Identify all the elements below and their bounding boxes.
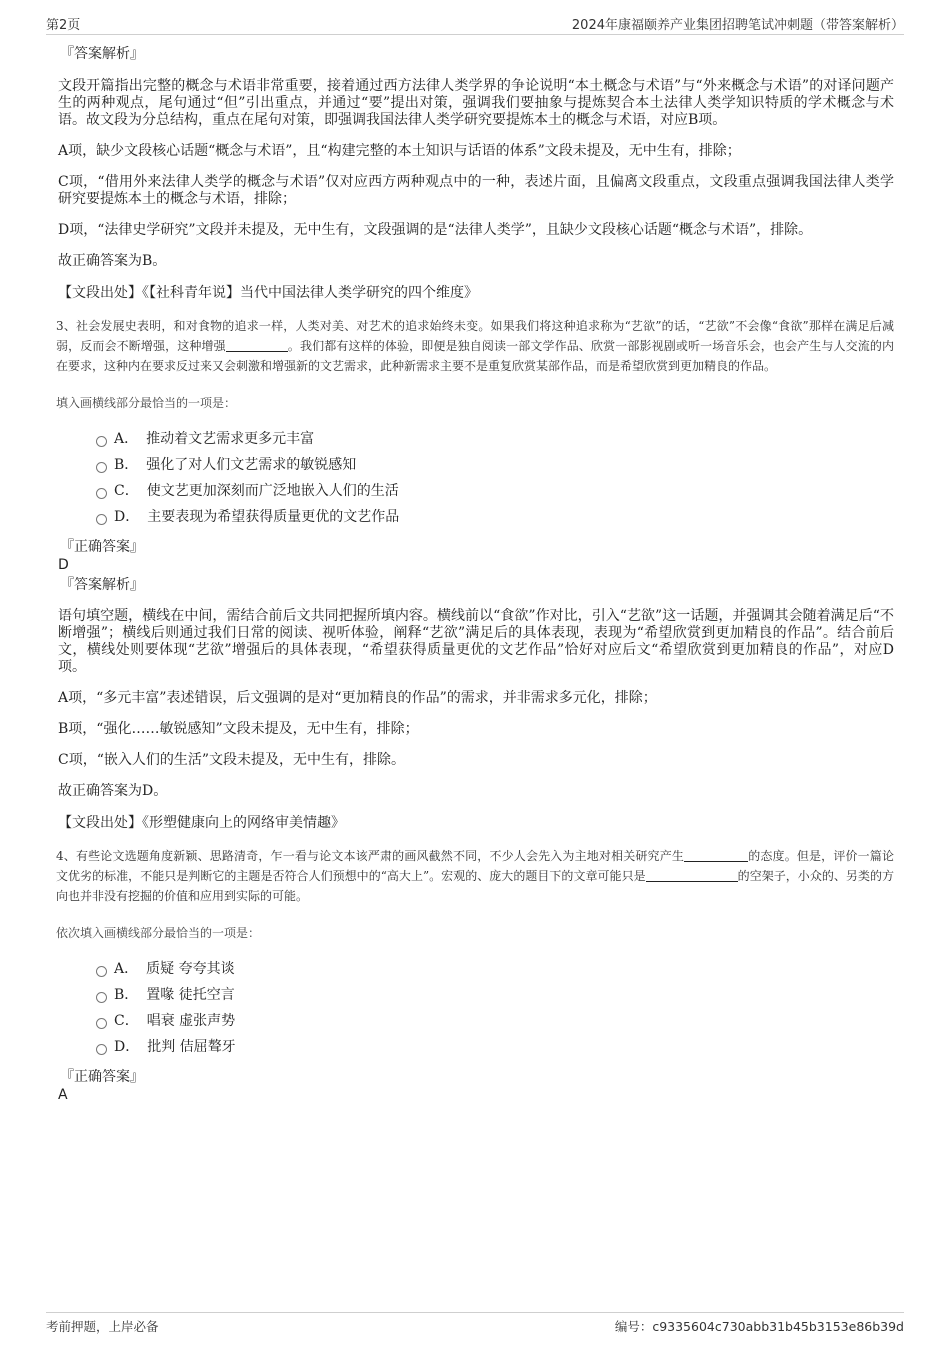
analysis-paragraph: 故正确答案为D。 [58, 783, 168, 799]
radio-icon[interactable] [96, 488, 107, 499]
question-text: 3、社会发展史表明，和对食物的追求一样，人类对美、对艺术的追求始终未变。如果我们将这种追求称为“艺欲”的话，“艺欲”不会像“食欲”那样在满足后减弱，反而会不断增强，这种增强 [56, 319, 894, 353]
document-body [56, 44, 894, 1104]
radio-icon[interactable] [96, 514, 107, 525]
analysis-label: 『答案解析』 [60, 577, 144, 593]
source-citation [58, 284, 894, 302]
correct-answer-label: 『正确答案』 [60, 539, 144, 555]
source-title: 《形塑健康向上的网络审美情趣》 [142, 815, 345, 831]
question-4-prompt: 依次填入画横线部分最恰当的一项是： [56, 926, 261, 940]
document-title: 2024年康福颐养产业集团招聘笔试冲刺题（带答案解析） [571, 18, 904, 33]
analysis-paragraph: B项，“强化……敏锐感知”文段未提及，无中生有，排除； [58, 721, 419, 737]
analysis-paragraph: C项，“嵌入人们的生活”文段未提及，无中生有，排除。 [58, 752, 406, 768]
option-d[interactable]: D． 批判 佶屈聱牙 [96, 1034, 894, 1060]
question-3-prompt: 填入画横线部分最恰当的一项是： [56, 396, 237, 410]
correct-answer-label: 『正确答案』 [60, 1069, 144, 1085]
correct-answer: D [58, 557, 69, 573]
analysis-paragraph: A项，“多元丰富”表述错误，后文强调的是对“更加精良的作品”的需求，并非需求多元化，排除； [58, 690, 657, 706]
option-b[interactable]: B． 置喙 徒托空言 [96, 982, 894, 1008]
page-number: 第2页 [46, 18, 81, 33]
source-citation [58, 814, 894, 832]
question-4-options [96, 956, 894, 1060]
footer-slogan: 考前押题，上岸必备 [46, 1319, 159, 1334]
question-3-options [96, 426, 894, 530]
correct-answer: A [58, 1087, 68, 1103]
question-text: 4、有些论文选题角度新颖、思路清奇，乍一看与论文本该严肃的画风截然不同，不少人会先入为主地对相关研究产生 [56, 849, 685, 863]
fill-blank [684, 847, 748, 862]
option-d[interactable]: D． 主要表现为希望获得质量更优的文艺作品 [96, 504, 894, 530]
source-label: 【文段出处】 [58, 815, 142, 831]
source-title: 《【社科青年说】当代中国法律人类学研究的四个维度》 [142, 285, 478, 301]
analysis-paragraph: 故正确答案为B。 [58, 253, 167, 269]
option-c[interactable]: C． 使文艺更加深刻而广泛地嵌入人们的生活 [96, 478, 894, 504]
analysis-paragraph: 语句填空题，横线在中间，需结合前后文共同把握所填内容。横线前以“食欲”作对比，引入“艺欲”这一话题，并强调其会随着满足后“不断增强”；横线后则通过我们日常的阅读、视听体验，阐释“艺欲”满足后的具体表现，表现为“希望欣赏到更加精良的作品”。结合前后文，横线处则要体现“艺欲”增强后的具体表现，“希望获得质量更优的文艺作品”恰好对应后文“希望欣赏到更加精良的作品”，对应D项。 [58, 608, 894, 675]
source-label: 【文段出处】 [58, 285, 142, 301]
radio-icon[interactable] [96, 462, 107, 473]
radio-icon[interactable] [96, 436, 107, 447]
question-3-stem [56, 316, 894, 376]
option-a[interactable]: A． 质疑 夸夸其谈 [96, 956, 894, 982]
option-c[interactable]: C． 唱衰 虚张声势 [96, 1008, 894, 1034]
option-a[interactable]: A． 推动着文艺需求更多元丰富 [96, 426, 894, 452]
radio-icon[interactable] [96, 966, 107, 977]
analysis-label: 『答案解析』 [60, 46, 144, 62]
page-footer [46, 1312, 904, 1335]
fill-blank [226, 337, 288, 352]
radio-icon[interactable] [96, 1044, 107, 1055]
analysis-paragraph: C项，“借用外来法律人类学的概念与术语”仅对应西方两种观点中的一种，表述片面，且偏离文段重点，文段重点强调我国法律人类学研究要提炼本土的概念与术语，排除； [58, 174, 894, 207]
question-4-stem [56, 846, 894, 906]
question-text: 的空架子，小众的、另类的方向也并非没有挖掘的价值和应用到实际的可能。 [56, 869, 894, 903]
radio-icon[interactable] [96, 992, 107, 1003]
document-id: 编号：c9335604c730abb31b45b3153e86b39d [614, 1319, 904, 1334]
analysis-paragraph: A项，缺少文段核心话题“概念与术语”，且“构建完整的本土知识与话语的体系”文段未提及，无中生有，排除； [58, 143, 741, 159]
question-text: 的态度。但是，评价一篇论文优劣的标准，不能只是判断它的主题是否符合人们预想中的“高大上”。宏观的、庞大的题目下的文章可能只是 [56, 849, 894, 883]
analysis-paragraph: 文段开篇指出完整的概念与术语非常重要，接着通过西方法律人类学界的争论说明“本土概念与术语”与“外来概念与术语”的对译问题产生的两种观点，尾句通过“但”引出重点，并通过“要”提出对策，强调我们要抽象与提炼契合本土法律人类学知识特质的学术概念与术语。故文段为分总结构，重点在尾句对策，即强调我国法律人类学研究要提炼本土的概念与术语，对应B项。 [58, 78, 894, 128]
radio-icon[interactable] [96, 1018, 107, 1029]
question-text: 。我们都有这样的体验，即便是独自阅读一部文学作品、欣赏一部影视剧或听一场音乐会，也会产生与人交流的内在要求，这种内在要求反过来又会刺激和增强新的文艺需求，此种新需求主要不是重复欣赏某部作品，而是希望欣赏到更加精良的作品。 [56, 339, 894, 373]
page-header [46, 14, 904, 35]
analysis-paragraph: D项，“法律史学研究”文段并未提及，无中生有，文段强调的是“法律人类学”，且缺少文段核心话题“概念与术语”，排除。 [58, 222, 813, 238]
option-b[interactable]: B． 强化了对人们文艺需求的敏锐感知 [96, 452, 894, 478]
fill-blank [646, 867, 738, 882]
